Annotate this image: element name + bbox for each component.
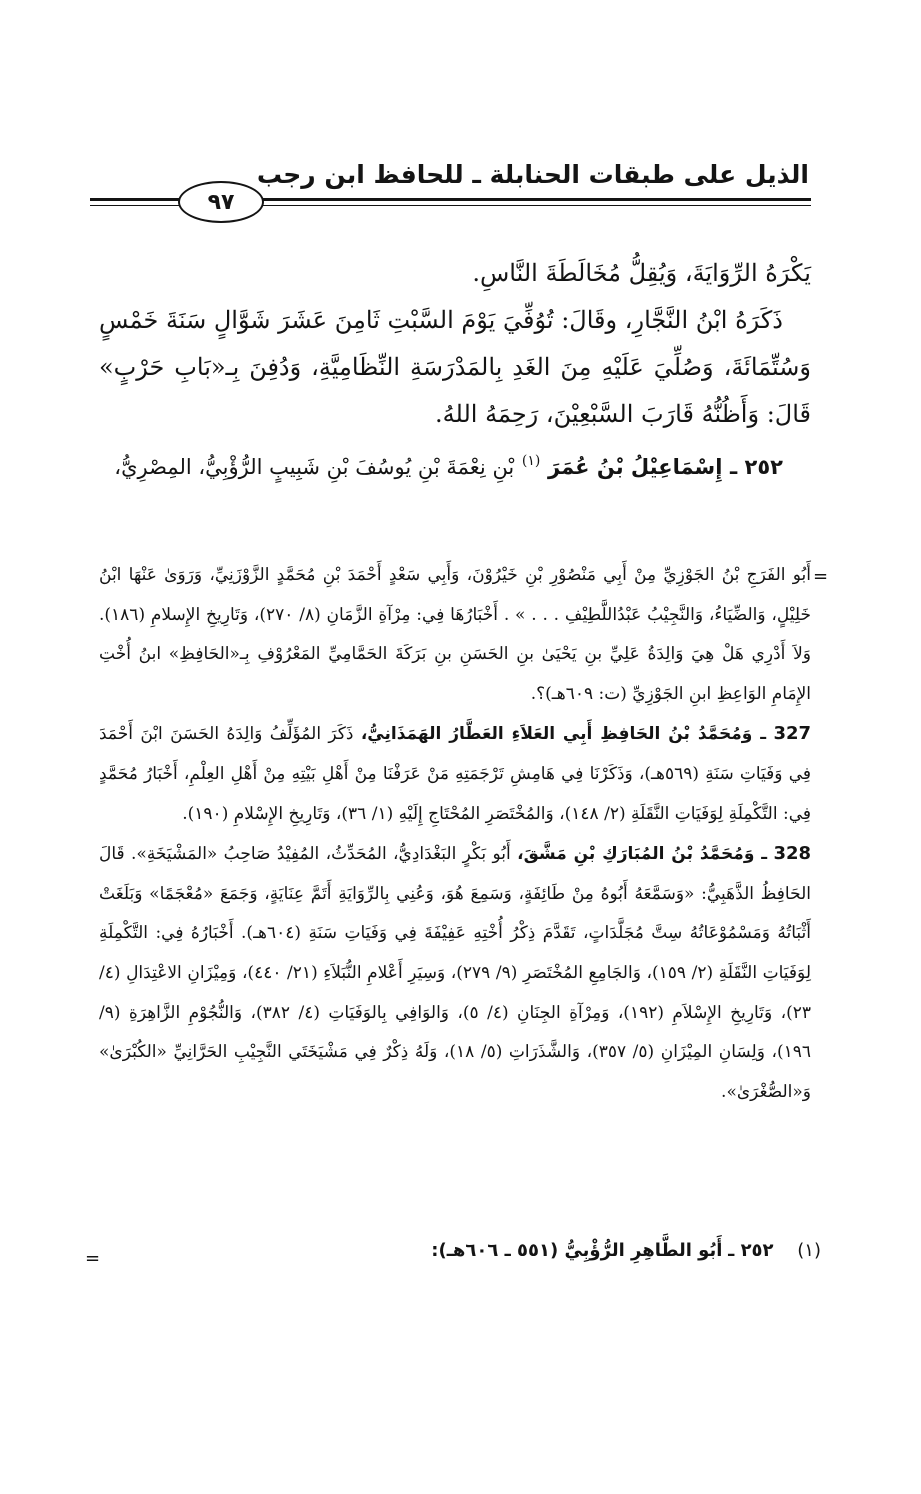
main-line-1: يَكْرَهُ الرِّوَايَةَ، وَيُقِلُّ مُخَالَطَةَ النَّاسِ. bbox=[472, 259, 811, 287]
running-title: الذيل على طبقات الحنابلة ـ للحافظ ابن رجب bbox=[256, 160, 809, 189]
footnote-number: 328 bbox=[773, 843, 812, 865]
footnote-reference: (١) bbox=[521, 453, 541, 469]
page-number: ٩٧ bbox=[178, 181, 264, 223]
footnote-number: ٢٥٢ ـ bbox=[728, 1240, 774, 1261]
header-rule-left-thin bbox=[90, 205, 180, 206]
footnotes bbox=[99, 556, 811, 1112]
biography-lineage: بْنِ نِعْمَةَ بْنِ يُوسُفَ بْنِ شَبِيبٍ الرُّؤْبِيُّ، المِصْرِيُّ، bbox=[114, 455, 515, 479]
header-rule bbox=[255, 198, 811, 201]
header-rule-left bbox=[90, 198, 180, 201]
biography-number: ٢٥٢ ـ bbox=[730, 455, 783, 479]
footnote-name: ـ وَمُحَمَّدُ بْنُ المُبَارَكِ بْنِ مَشَّقَ، bbox=[517, 844, 768, 865]
footnote-text: ذَكَرَ المُؤَلِّفُ وَالِدَهُ الحَسَنَ ابْنَ أَحْمَدَ فِي وَفَيَاتِ سَنَةِ (٥٦٩هـ)، وَذَكَرْنَا فِي هَامِشِ تَرْجَمَتِهِ مَنْ عَرَفْنَا مِنْ أَهْلِ بَيْتِهِ مِنْ أَهْلِ العِلْمِ، أَخْبَارُ مُحَمَّدٍ فِي: التَّكْمِلَةِ لِوَفَيَاتِ النَّقَلَةِ (٢/ ١٤٨)، وَالمُخْتَصَرِ المُحْتَاجِ إِلَيْهِ (١/ ٣٦)، وَتَارِيخِ الإِسْلامِ (١٩٠). bbox=[99, 724, 811, 824]
footnote-1 bbox=[241, 1240, 821, 1261]
header-rule-thin bbox=[255, 205, 811, 206]
main-text bbox=[99, 250, 811, 491]
footnote-name: أَبُو الطَّاهِرِ الرُّؤْبِيُّ (٥٥١ ـ ٦٠٦هـ): bbox=[431, 1240, 723, 1261]
main-paragraph-2: ذَكَرَهُ ابْنُ النَّجَّارِ، وقَالَ: تُوُفِّيَ يَوْمَ السَّبْتِ ثَامِنَ عَشَرَ شَوَّالٍ سَنَةَ خَمْسٍ وَسُتِّمَائَةَ، وَصُلِّيَ عَلَيْهِ مِنَ الغَدِ بِالمَدْرَسَةِ النِّظَامِيَّةِ، وَدُفِنَ بِـ«بَابِ حَرْبٍ» قَالَ: وَأَظُنُّهُ قَارَبَ السَّبْعِيْنَ، رَحِمَهُ اللهُ. bbox=[99, 306, 811, 428]
footnote-number: 327 bbox=[773, 723, 812, 745]
footnote-327 bbox=[99, 714, 811, 834]
footnote-text: أَبُو بَكْرٍ البَغْدَادِيُّ، المُحَدِّثُ، المُفِيْدُ صَاحِبُ «المَشْيَخَةِ». قَالَ الحَافِظُ الذَّهَبِيُّ: «وَسَمَّعَهُ أَبُوهُ مِنْ طَائِفَةٍ، وَسَمِعَ هُوَ، وَعُنِي بِالرِّوَايَةِ أَتَمَّ عِنَايَةٍ، وَجَمَعَ «مُعْجَمًا» وَبَلَغَتْ أَثْبَاتُهُ وَمَسْمُوْعَاتُهُ سِتَّ مُجَلَّدَاتٍ، تَقَدَّمَ ذِكْرُ أُخْتِهِ عَفِيْفَةَ فِي وَفَيَاتِ سَنَةِ (٦٠٤هـ). أَخْبَارُهُ فِي: التَّكْمِلَةِ لِوَفَيَاتِ النَّقَلَةِ (٢/ ١٥٩)، وَالجَامِعِ المُخْتَصَرِ (٩/ ٢٧٩)، وَسِيَرِ أَعْلامِ النُّبَلاَءِ (٢١/ ٤٤٠)، وَمِيْزَانِ الاعْتِدَالِ (٤/ ٢٣)، وَتَارِيخِ الإِسْلاَمِ (١٩٢)، وَمِرْآةِ الجِنَانِ (٤/ ٥)، وَالوَافِي بِالوَفَيَاتِ (٤/ ٣٨٢)، وَالنُّجُوْمِ الزَّاهِرَةِ (٩/ ١٩٦)، وَلِسَانِ المِيْزَانِ (٥/ ٣٥٧)، وَالشَّذَرَاتِ (٥/ ١٨)، وَلَهُ ذِكْرٌ فِي مَشْيَخَتَي النَّجِيْبِ الحَرَّانِيِّ «الكُبْرَىٰ» وَ«الصُّغْرَىٰ». bbox=[99, 844, 812, 1102]
biography-name: إِسْمَاعِيْلُ بْنُ عُمَرَ bbox=[548, 455, 723, 479]
footnote-name: ـ وَمُحَمَّدُ بْنُ الحَافِظِ أَبِي العَلاَءِ العَطَّارُ الهَمَذَانِيُّ، bbox=[360, 724, 767, 745]
footnote-continuation-mark: = bbox=[813, 566, 829, 587]
footnote-continued: أَبُو الفَرَجِ بْنُ الجَوْزِيِّ مِنْ أَبِي مَنْصُوْرِ بْنِ خَيْرُوْنَ، وَأَبِي سَعْدٍ أَحْمَدَ بْنِ مُحَمَّدٍ الزَّوْزَنِيِّ، وَرَوَىٰ عَنْهَا ابْنُ خَلِيْلٍ، وَالضِّيَاءُ، وَالنَّجِيْبُ عَبْدُاللَّطِيْفِ . . . » . أَخْبَارُهَا فِي: مِرْآةِ الزَّمَانِ (٨/ ٢٧٠)، وَتَارِيخِ الإِسلامِ (١٨٦). وَلاَ أَدْرِي هَلْ هِيَ وَالِدَةُ عَلِيِّ بنِ يَحْيَىٰ بنِ الحَسَنِ بنِ بَرَكَةَ الحَمَّامِيِّ المَعْرُوْفِ بِـ«الحَافِظِ» ابنُ أُخْتِ الإِمَامِ الوَاعِظِ ابنِ الجَوْزِيِّ (ت: ٦٠٩هـ)؟. bbox=[99, 565, 811, 704]
footnote-marker: (١) bbox=[797, 1240, 821, 1261]
biography-heading bbox=[99, 438, 811, 491]
footnote-328 bbox=[99, 834, 811, 1112]
footnote-continuation-mark-bottom: = bbox=[85, 1248, 101, 1269]
